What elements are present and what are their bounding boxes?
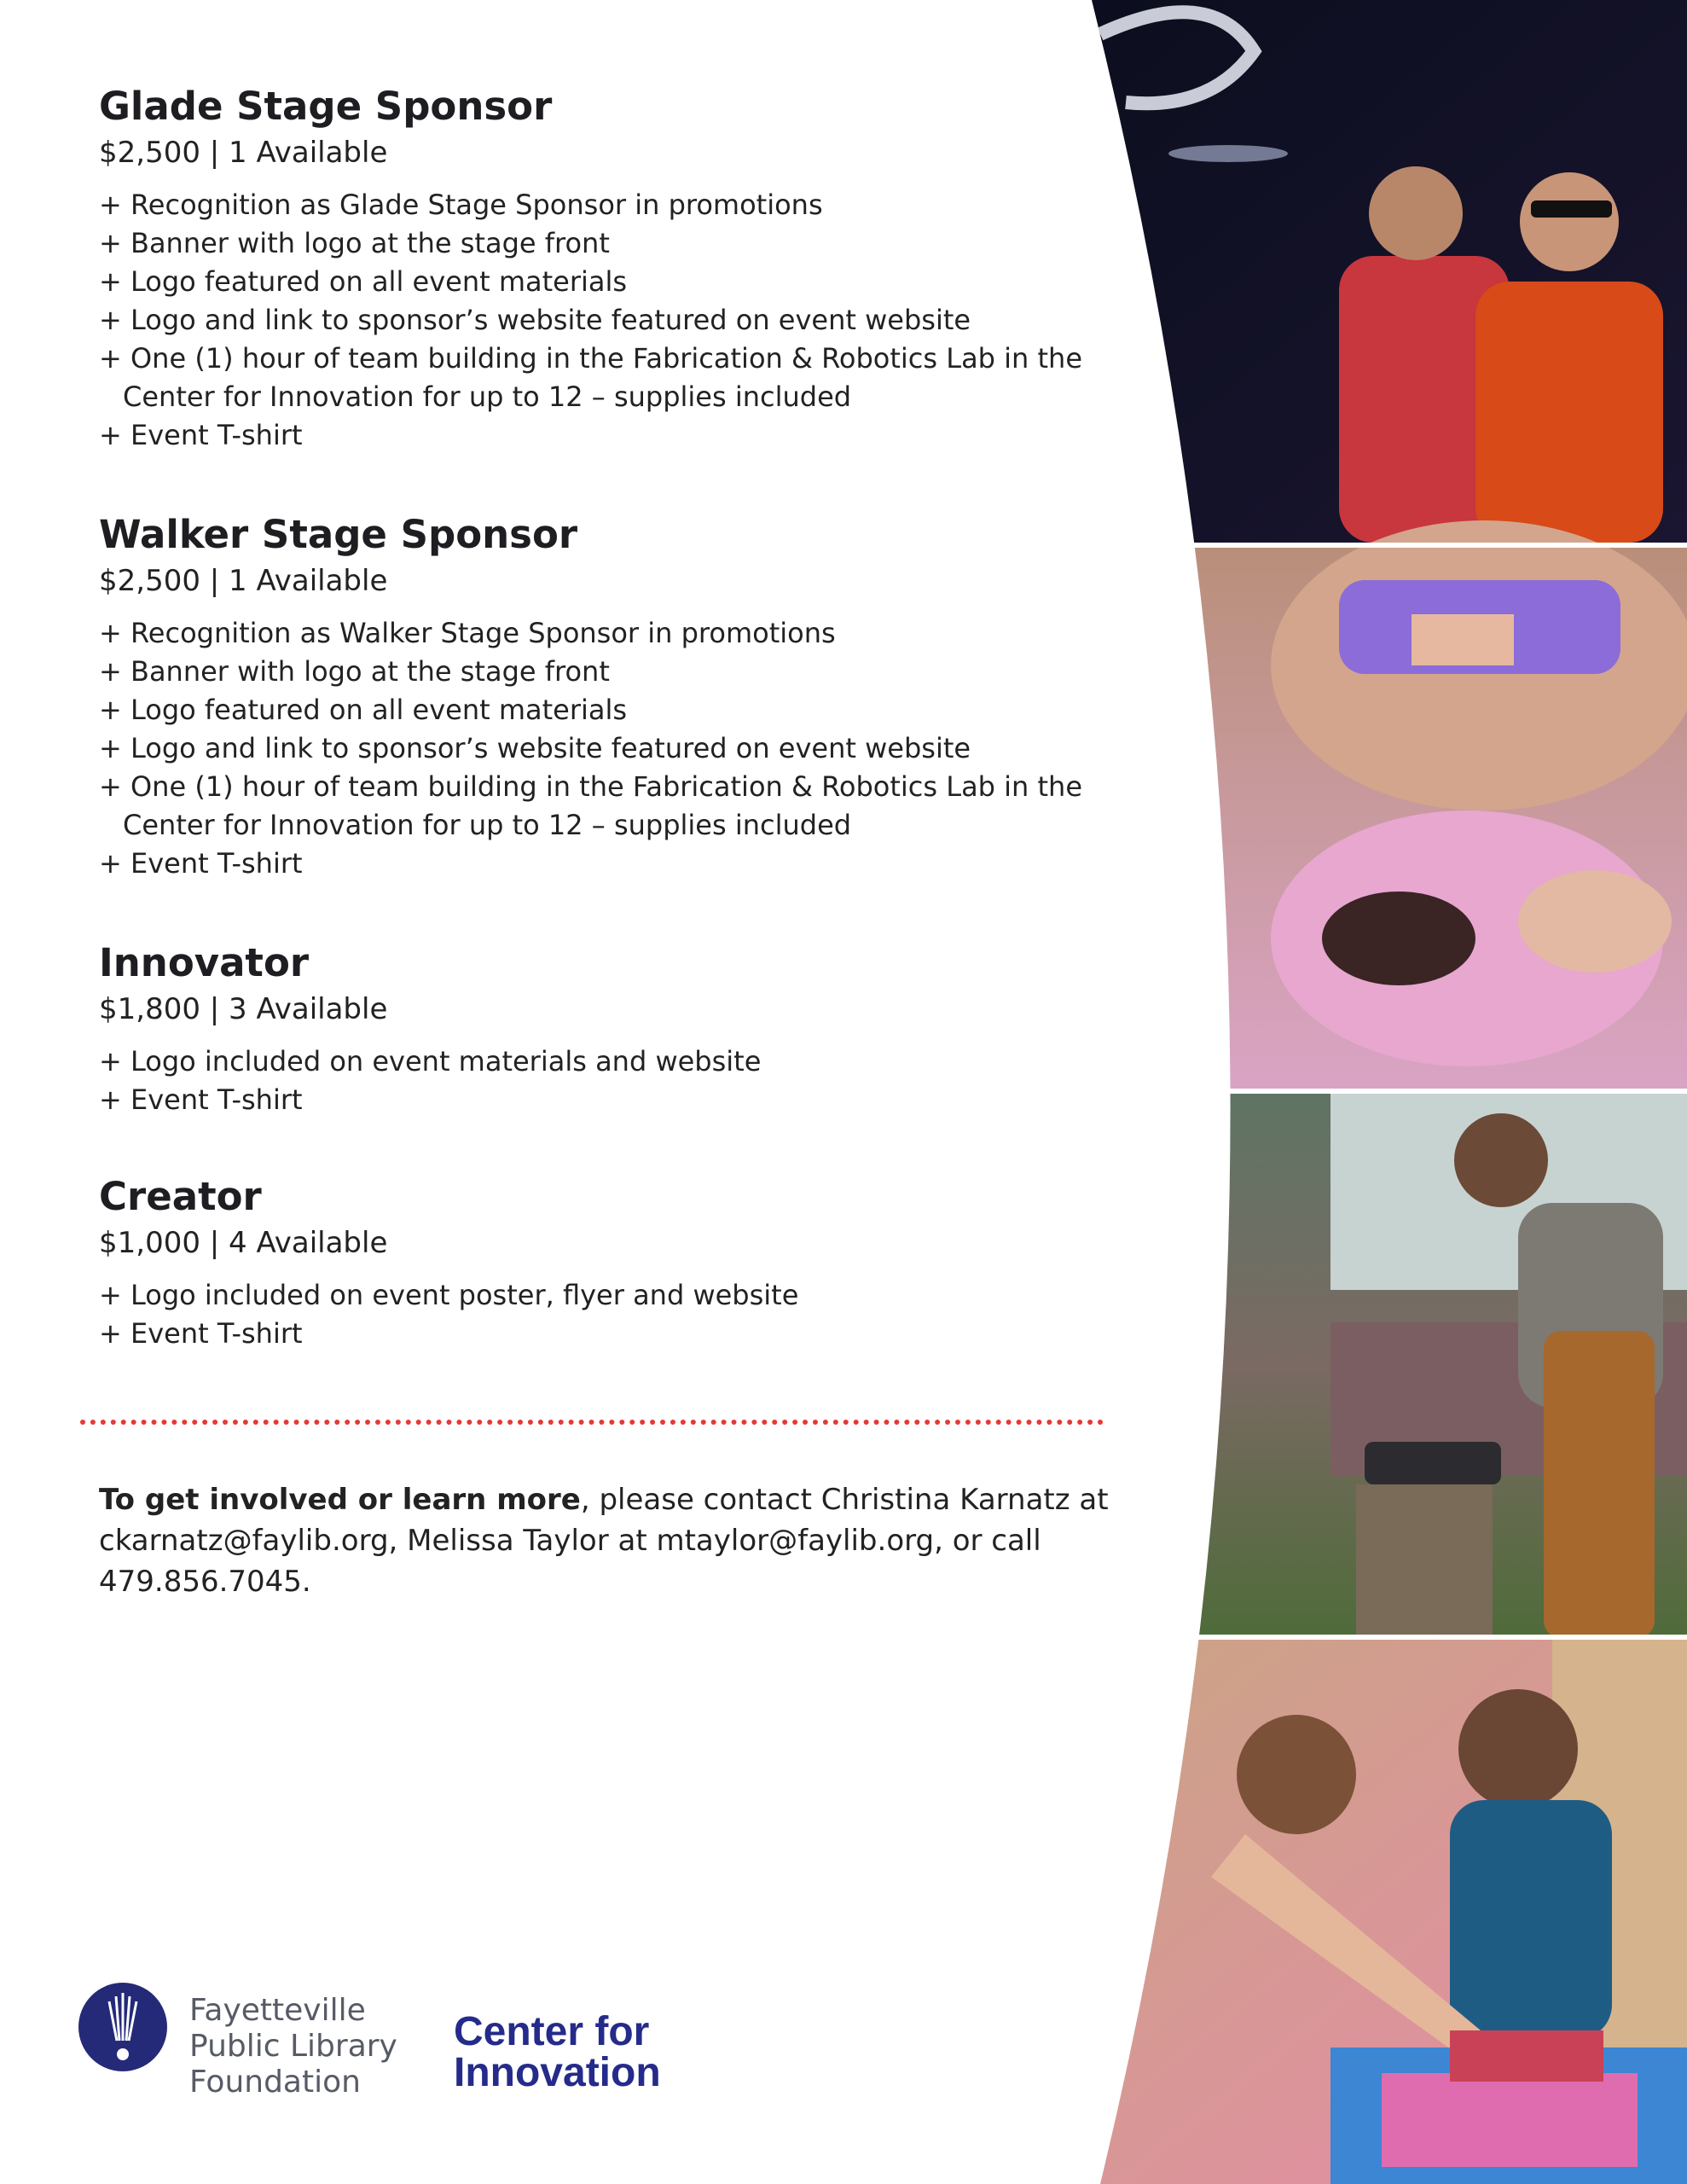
tier-innovator [99,938,761,1119]
tier-walker-stage-sponsor [99,510,1139,883]
benefit-item: + Logo included on event poster, flyer and website [99,1279,799,1311]
benefit-item: + Logo featured on all event materials [99,694,628,726]
fpl-logo-icon [75,1981,171,2077]
benefit-item: + Logo featured on all event materials [99,265,628,298]
tier-creator [99,1172,798,1353]
benefit-item: + Recognition as Walker Stage Sponsor in promotions [99,617,836,649]
benefit-item: + Logo included on event materials and website [99,1045,762,1077]
contact-paragraph [99,1479,1139,1602]
benefit-item: + Event T-shirt [99,1083,303,1116]
benefit-item: + Banner with logo at the stage front [99,655,610,688]
benefit-list [99,186,1139,455]
contact-details: , please contact Christina Karnatz at ckarnatz@faylib.org, Melissa Taylor at mtaylor@faylib.org, or call 479.856.7045. [99,1483,1109,1599]
fpl-line: Public Library [189,2029,397,2064]
cfi-line: Center for [454,2009,650,2054]
benefit-item: + One (1) hour of team building in the Fabrication & Robotics Lab in the Center for Innovation for up to 12 – supplies included [99,342,1083,413]
benefit-item: + Event T-shirt [99,847,303,880]
benefit-item: + Logo and link to sponsor’s website featured on event website [99,732,971,764]
benefit-item: + Recognition as Glade Stage Sponsor in promotions [99,189,823,221]
cfi-line: Innovation [454,2050,661,2095]
benefit-item: + Logo and link to sponsor’s website featured on event website [99,304,971,336]
tier-title: Glade Stage Sponsor [99,84,553,129]
benefit-item: + Event T-shirt [99,1317,303,1350]
fpl-line: Foundation [189,2065,361,2100]
tier-title: Innovator [99,940,310,985]
benefit-item: + Event T-shirt [99,419,303,451]
benefit-item: + One (1) hour of team building in the Fabrication & Robotics Lab in the Center for Innovation for up to 12 – supplies included [99,770,1083,841]
benefit-list [99,1276,798,1353]
tier-price: $1,000 | 4 Available [99,1226,388,1260]
tier-title: Walker Stage Sponsor [99,512,578,557]
tier-price: $2,500 | 1 Available [99,136,388,170]
photo-screen-printing [1023,1640,1687,2184]
dotted-divider [80,1420,1104,1425]
benefit-item: + Banner with logo at the stage front [99,227,610,259]
tier-glade-stage-sponsor [99,82,1139,455]
fpl-wordmark [189,1993,397,2100]
center-for-innovation-wordmark [454,2009,661,2095]
benefit-list [99,614,1139,883]
tier-price: $1,800 | 3 Available [99,992,388,1026]
fpl-line: Fayetteville [189,1993,366,2028]
benefit-list [99,1043,761,1119]
tier-price: $2,500 | 1 Available [99,564,388,598]
contact-lead: To get involved or learn more [99,1483,581,1517]
tier-title: Creator [99,1174,262,1219]
